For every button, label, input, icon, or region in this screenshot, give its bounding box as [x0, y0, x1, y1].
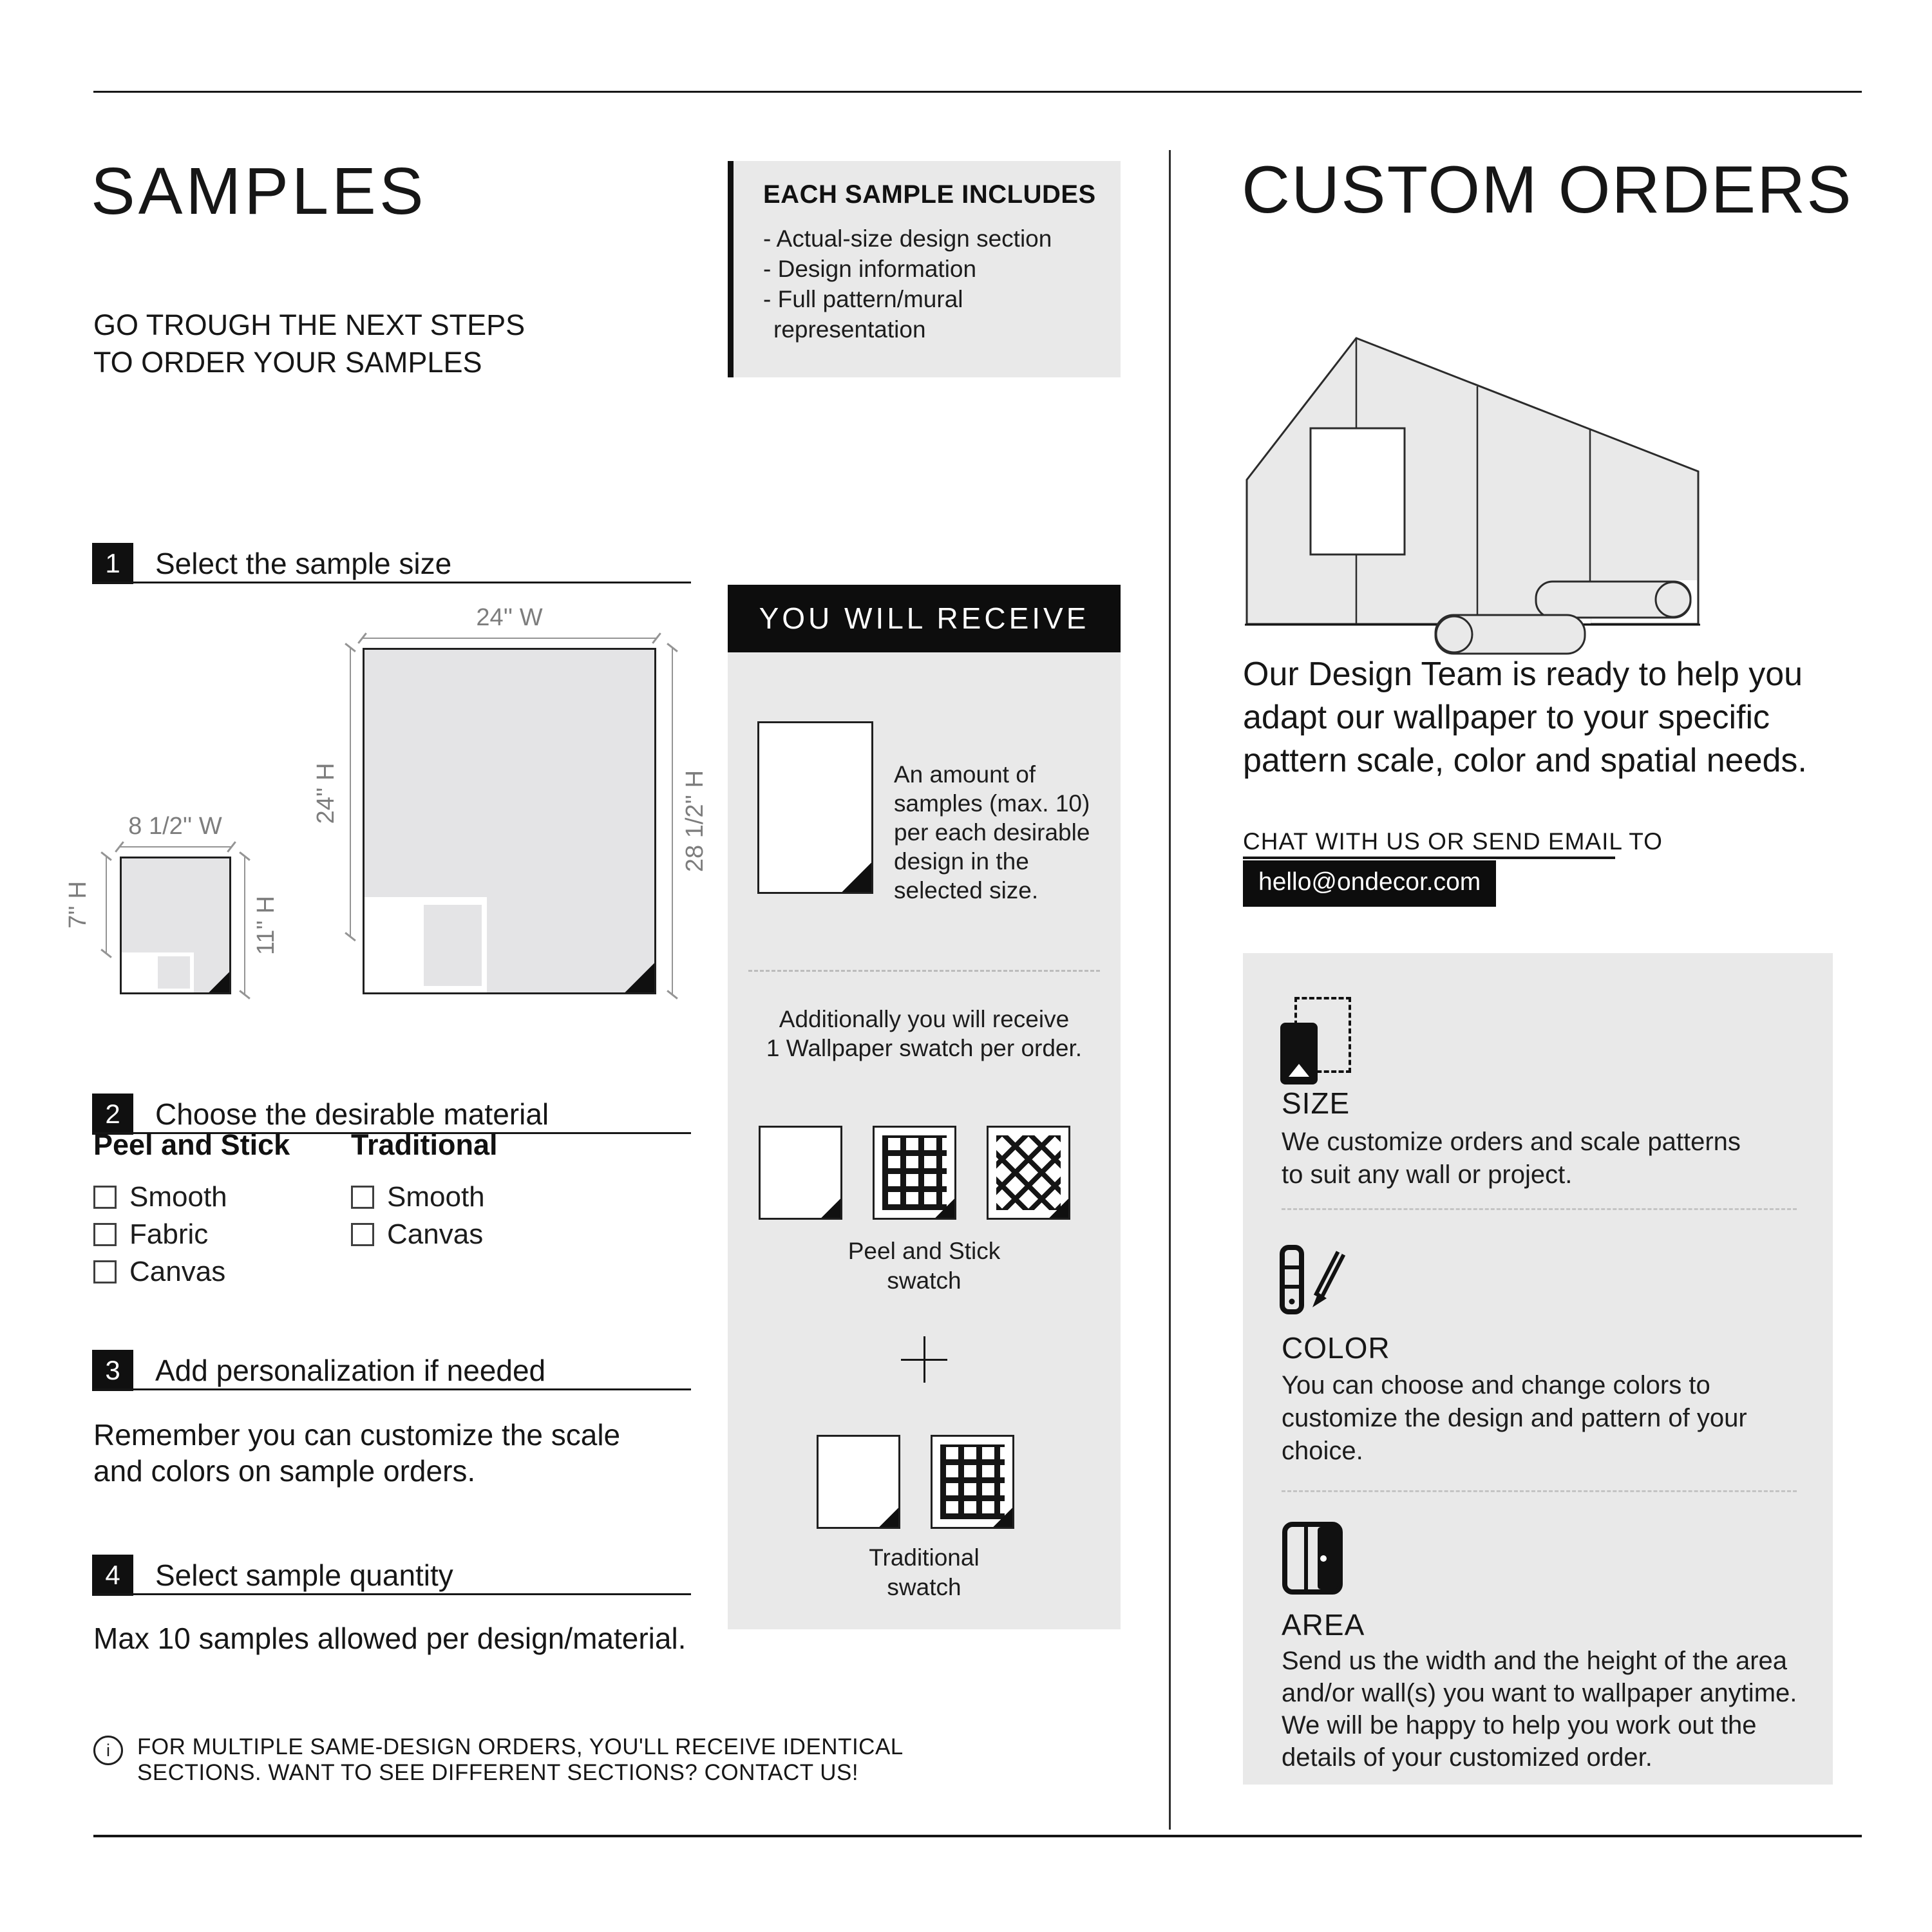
step-3-number-badge: 3 [92, 1350, 133, 1391]
size-title: SIZE [1282, 1086, 1350, 1120]
house-wallpaper-illustration [1245, 330, 1700, 665]
folded-corner-icon [842, 862, 871, 892]
samples-intro [93, 307, 525, 381]
step-2-label: Choose the desirable material [155, 1097, 549, 1131]
step-3-underline [93, 1388, 691, 1390]
column-divider [1169, 150, 1171, 1830]
area-description [1282, 1645, 1797, 1774]
plain-swatch-icon [759, 1126, 842, 1220]
samples-amount-description [894, 760, 1119, 905]
folded-corner-icon [879, 1508, 898, 1527]
area-title: AREA [1282, 1608, 1365, 1642]
note-line-1: FOR MULTIPLE SAME-DESIGN ORDERS, YOU'LL RECEIVE IDENTICAL [137, 1734, 904, 1759]
color-line-1: You can choose and change colors to [1282, 1371, 1710, 1399]
includes-item-3-continued: representation [773, 316, 926, 343]
each-sample-includes-panel [728, 161, 1121, 377]
feature-dashed-divider [1282, 1490, 1797, 1492]
area-line-1: Send us the width and the height of the area [1282, 1647, 1788, 1675]
step-4-number-badge: 4 [92, 1555, 133, 1596]
traditional-swatch-label [728, 1543, 1121, 1602]
note-line-2: SECTIONS. WANT TO SEE DIFFERENT SECTIONS? CONTACT US! [137, 1760, 859, 1785]
small-sheet-info-area [122, 952, 194, 992]
plus-icon [901, 1336, 947, 1383]
samples-intro-line-1: GO TROUGH THE NEXT STEPS [93, 308, 526, 341]
option-label: Fabric [129, 1218, 209, 1250]
step-1-label: Select the sample size [155, 547, 452, 580]
size-line-2: to suit any wall or project. [1282, 1160, 1573, 1189]
color-description [1282, 1369, 1747, 1468]
material-option-peel-fabric[interactable] [93, 1216, 290, 1253]
option-label: Canvas [387, 1218, 484, 1250]
checkbox-icon[interactable] [93, 1260, 117, 1283]
panel-dashed-divider [748, 970, 1100, 972]
you-will-receive-header: YOU WILL RECEIVE [728, 585, 1121, 652]
step-1-underline [93, 582, 691, 583]
includes-item-2: - Design information [763, 256, 977, 282]
small-width-dim-line [120, 846, 231, 848]
area-line-4: details of your customized order. [1282, 1743, 1653, 1772]
label-line-2: swatch [887, 1574, 961, 1600]
folded-corner-icon [993, 1508, 1012, 1527]
folded-corner-icon [821, 1198, 840, 1218]
label-line-2: swatch [887, 1267, 961, 1294]
intro-line-3: pattern scale, color and spatial needs. [1243, 742, 1807, 779]
label-line-1: Traditional [869, 1544, 980, 1571]
material-option-peel-canvas[interactable] [93, 1253, 290, 1291]
each-sample-includes-list [763, 223, 1121, 345]
plain-swatch-icon [817, 1435, 900, 1529]
feature-dashed-divider [1282, 1208, 1797, 1210]
large-height-right-dim-line [672, 648, 673, 994]
option-label: Smooth [129, 1181, 227, 1213]
step-4-label: Select sample quantity [155, 1558, 453, 1592]
step-2-number-badge: 2 [92, 1094, 133, 1135]
folded-corner-icon [625, 963, 654, 992]
checkbox-icon[interactable] [351, 1223, 374, 1246]
peel-and-stick-title: Peel and Stick [93, 1128, 290, 1161]
additional-line-1: Additionally you will receive [779, 1006, 1070, 1032]
top-divider [93, 91, 1862, 93]
material-option-traditional-smooth[interactable] [351, 1179, 498, 1216]
sample-sheet-icon [757, 721, 873, 894]
folded-corner-icon [209, 972, 229, 992]
step-4-underline [93, 1593, 691, 1595]
small-sheet-thumb [158, 956, 190, 989]
crosshatch-swatch-icon [987, 1126, 1070, 1220]
additional-line-2: 1 Wallpaper swatch per order. [766, 1035, 1083, 1061]
small-sample-sheet [120, 857, 231, 994]
area-icon [1282, 1521, 1343, 1595]
identical-sections-note [93, 1734, 904, 1786]
option-label: Smooth [387, 1181, 485, 1213]
desc-line: An amount of [894, 761, 1036, 788]
label-line-1: Peel and Stick [848, 1238, 1001, 1264]
desc-line: samples (max. 10) [894, 790, 1090, 817]
includes-item-3: - Full pattern/mural [763, 286, 963, 312]
checkbox-icon[interactable] [351, 1186, 374, 1209]
small-height-left-dim-line [106, 857, 107, 953]
area-line-3: We will be happy to help you work out the [1282, 1711, 1757, 1739]
large-sheet-thumb [424, 905, 482, 986]
color-line-2: customize the design and pattern of your [1282, 1404, 1747, 1432]
step-3-header [92, 1350, 545, 1391]
info-icon: i [93, 1736, 123, 1765]
step-1-header [92, 543, 451, 584]
folded-corner-icon [935, 1198, 954, 1218]
color-icon [1278, 1243, 1352, 1317]
checkbox-icon[interactable] [93, 1186, 117, 1209]
chat-underline [1243, 857, 1615, 859]
folded-corner-icon [1049, 1198, 1068, 1218]
size-icon [1280, 997, 1351, 1087]
step-4-header [92, 1555, 453, 1596]
small-height-right-dim-line [244, 857, 245, 994]
material-column-traditional [351, 1128, 498, 1253]
small-width-label: 8 1/2'' W [128, 813, 222, 840]
intro-line-2: adapt our wallpaper to your specific [1243, 699, 1770, 736]
small-height-right-label: 11'' H [252, 896, 279, 955]
size-description [1282, 1126, 1741, 1191]
bottom-divider [93, 1835, 1862, 1837]
large-width-dim-line [363, 638, 656, 639]
material-option-traditional-canvas[interactable] [351, 1216, 498, 1253]
desc-line: per each desirable [894, 819, 1090, 846]
includes-item-1: - Actual-size design section [763, 225, 1052, 252]
checkbox-icon[interactable] [93, 1223, 117, 1246]
large-width-label: 24'' W [476, 604, 543, 631]
color-line-3: choice. [1282, 1437, 1363, 1465]
step-3-description [93, 1417, 620, 1489]
grid-swatch-icon [873, 1126, 956, 1220]
grid-swatch-icon [931, 1435, 1014, 1529]
custom-orders-title: CUSTOM ORDERS [1242, 153, 1853, 227]
intro-line-1: Our Design Team is ready to help you [1243, 656, 1803, 693]
design-team-intro [1243, 653, 1807, 782]
small-height-left-label: 7'' H [64, 881, 91, 929]
option-label: Canvas [129, 1256, 226, 1287]
color-title: COLOR [1282, 1331, 1390, 1365]
area-line-2: and/or wall(s) you want to wallpaper anytime. [1282, 1679, 1797, 1707]
each-sample-includes-title: EACH SAMPLE INCLUDES [763, 180, 1096, 209]
material-option-peel-smooth[interactable] [93, 1179, 290, 1216]
step-3-label: Add personalization if needed [155, 1354, 546, 1387]
step-3-description-line-2: and colors on sample orders. [93, 1454, 476, 1488]
step-3-description-line-1: Remember you can customize the scale [93, 1418, 621, 1452]
additional-swatch-text [728, 1005, 1121, 1063]
large-height-left-label: 24'' H [312, 762, 339, 824]
traditional-title: Traditional [351, 1128, 498, 1161]
chat-with-us-label: CHAT WITH US OR SEND EMAIL TO [1243, 828, 1663, 855]
desc-line: selected size. [894, 877, 1039, 904]
large-sheet-info-area [365, 897, 487, 992]
email-contact[interactable]: hello@ondecor.com [1243, 860, 1496, 907]
large-height-right-label: 28 1/2'' H [681, 770, 708, 873]
peel-and-stick-swatch-label [728, 1236, 1121, 1296]
step-4-description: Max 10 samples allowed per design/material. [93, 1622, 687, 1655]
samples-title: SAMPLES [91, 154, 427, 228]
samples-intro-line-2: TO ORDER YOUR SAMPLES [93, 346, 482, 379]
large-sample-sheet [363, 648, 656, 994]
size-line-1: We customize orders and scale patterns [1282, 1128, 1741, 1156]
large-height-left-dim-line [350, 648, 351, 936]
note-text [137, 1734, 904, 1786]
material-column-peel-and-stick [93, 1128, 290, 1291]
desc-line: design in the [894, 848, 1029, 875]
step-1-number-badge: 1 [92, 543, 133, 584]
